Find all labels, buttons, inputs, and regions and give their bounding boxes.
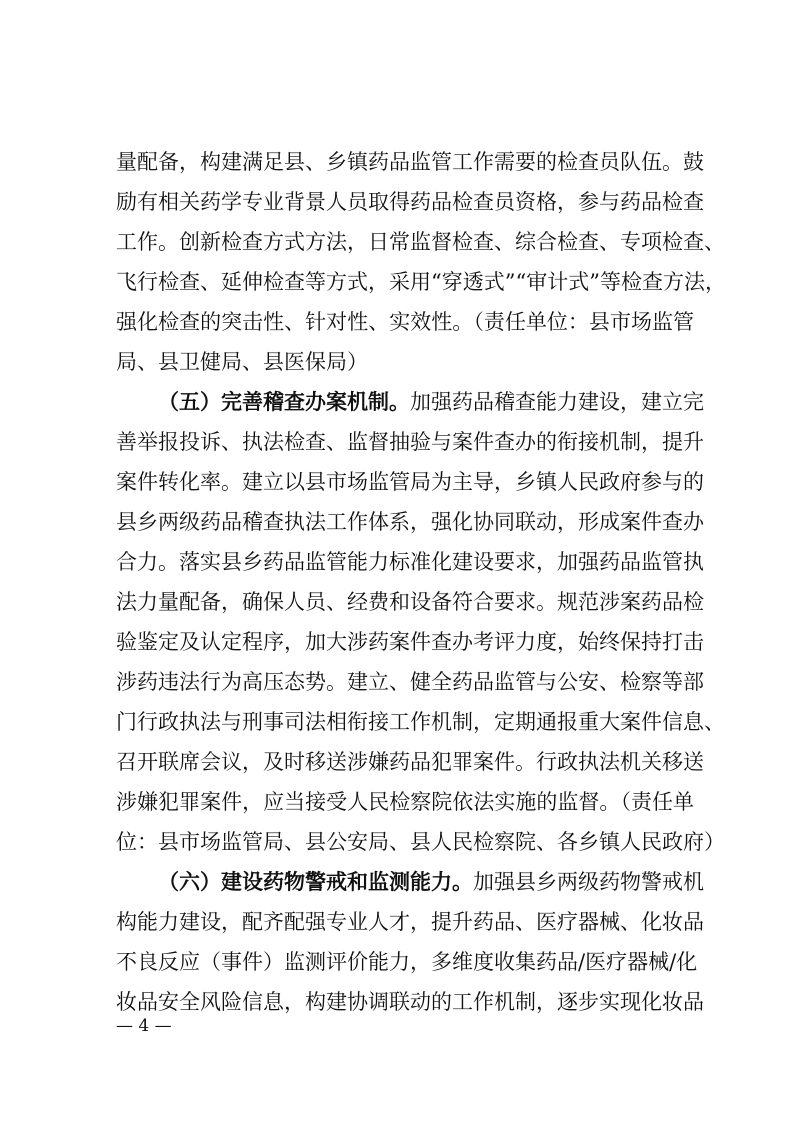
paragraph-line: 合力。落实县乡药品监管能力标准化建设要求，加强药品监管执 bbox=[116, 550, 704, 574]
paragraph-line: 善举报投诉、执法检查、监督抽验与案件查办的衔接机制，提升 bbox=[116, 430, 704, 454]
paragraph-line: 不良反应（事件）监测评价能力，多维度收集药品/医疗器械/化 bbox=[116, 950, 698, 974]
paragraph-text: 加强县乡两级药物警戒机 bbox=[473, 870, 704, 894]
paragraph-line: 法力量配备，确保人员、经费和设备符合要求。规范涉案药品检 bbox=[116, 590, 704, 614]
paragraph-line: 县乡两级药品稽查执法工作体系，强化协同联动，形成案件查办 bbox=[116, 510, 704, 534]
paragraph-line: 工作。创新检查方式方法，日常监督检查、综合检查、专项检查、 bbox=[116, 230, 725, 254]
paragraph-text: 加强药品稽查能力建设，建立完 bbox=[410, 390, 704, 414]
paragraph-line: 飞行检查、延伸检查等方式，采用“穿透式”“审计式”等检查方法， bbox=[116, 270, 726, 294]
paragraph-line: 涉嫌犯罪案件，应当接受人民检察院依法实施的监督。（责任单 bbox=[116, 790, 694, 814]
page-number: — 4 — bbox=[116, 1016, 172, 1036]
paragraph-line: 验鉴定及认定程序，加大涉药案件查办考评力度，始终保持打击 bbox=[116, 630, 704, 654]
paragraph-line: 涉药违法行为高压态势。建立、健全药品监管与公安、检察等部 bbox=[116, 670, 704, 694]
section-heading: （六）建设药物警戒和监测能力。 bbox=[158, 870, 473, 894]
paragraph-line: 量配备，构建满足县、乡镇药品监管工作需要的检查员队伍。鼓 bbox=[116, 150, 704, 174]
paragraph-line: 案件转化率。建立以县市场监管局为主导，乡镇人民政府参与的 bbox=[116, 470, 704, 494]
paragraph-first-line bbox=[158, 382, 704, 422]
paragraph-line: 励有相关药学专业背景人员取得药品检查员资格，参与药品检查 bbox=[116, 190, 704, 214]
section-heading: （五）完善稽查办案机制。 bbox=[158, 390, 410, 414]
paragraph-first-line bbox=[158, 862, 704, 902]
paragraph-line: 门行政执法与刑事司法相衔接工作机制，定期通报重大案件信息、 bbox=[116, 710, 725, 734]
paragraph-line: 构能力建设，配齐配强专业人才，提升药品、医疗器械、化妆品 bbox=[116, 910, 704, 934]
paragraph-line: 位：县市场监管局、县公安局、县人民检察院、各乡镇人民政府） bbox=[116, 830, 725, 854]
paragraph-line: 妆品安全风险信息，构建协调联动的工作机制，逐步实现化妆品 bbox=[116, 990, 704, 1014]
paragraph-line: 召开联席会议，及时移送涉嫌药品犯罪案件。行政执法机关移送 bbox=[116, 750, 704, 774]
paragraph-line: 局、县卫健局、县医保局） bbox=[116, 350, 368, 374]
paragraph-line: 强化检查的突击性、针对性、实效性。（责任单位：县市场监管 bbox=[116, 310, 694, 334]
